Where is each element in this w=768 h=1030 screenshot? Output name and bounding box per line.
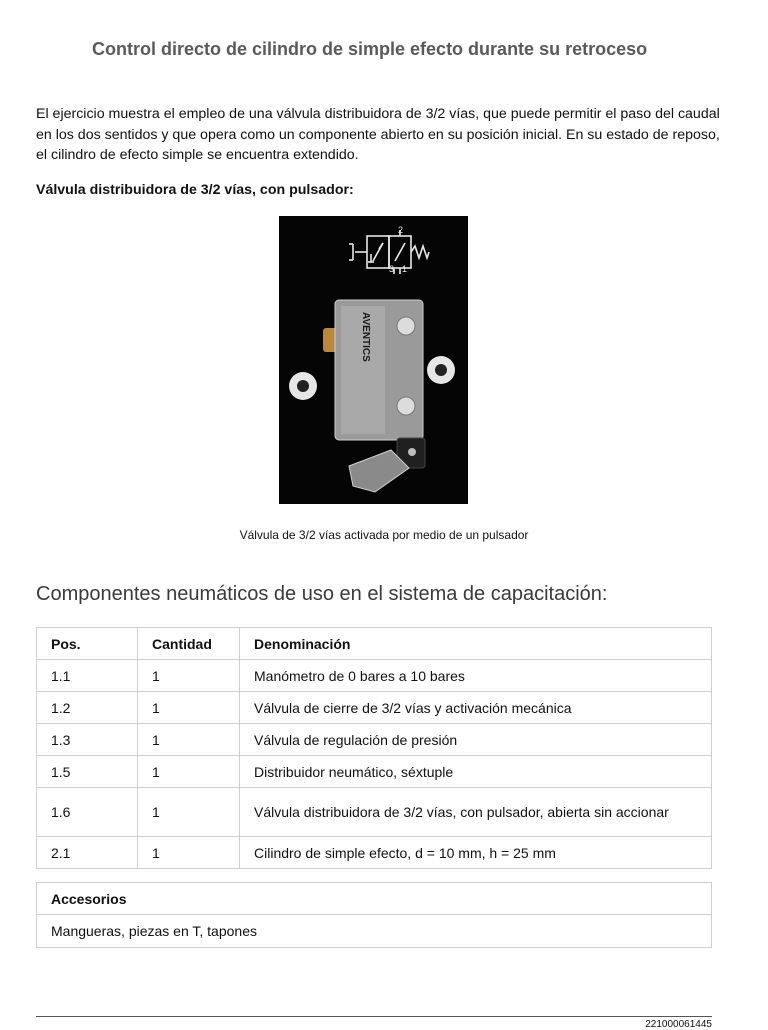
table-row [37,660,712,692]
table-row [37,756,712,788]
cell-pos: 1.6 [37,788,138,837]
footer-divider [36,1016,712,1017]
cell-qty: 1 [138,756,240,788]
section-heading: Componentes neumáticos de uso en el sistema de capacitación: [36,583,608,605]
table-row [37,692,712,724]
header-pos: Pos. [37,628,138,660]
valve-illustration [279,216,468,504]
accessories-header-row [37,883,712,915]
valve-heading: Válvula distribuidora de 3/2 vías, con pulsador: [36,182,354,198]
accessories-row [37,915,712,948]
brand-label: AVENTICS [360,312,371,362]
table-row [37,724,712,756]
cell-qty: 1 [138,788,240,837]
cell-qty: 1 [138,724,240,756]
valve-photo [279,216,468,504]
screw-bottom [397,397,415,415]
cell-pos: 1.2 [37,692,138,724]
accessories-text: Mangueras, piezas en T, tapones [37,915,712,948]
port-label-2: 2 [398,225,404,235]
cell-name: Válvula distribuidora de 3/2 vías, con pulsador, abierta sin accionar [240,788,712,837]
cell-name: Válvula de regulación de presión [240,724,712,756]
table-row [37,837,712,869]
table-row [37,788,712,837]
cell-pos: 1.5 [37,756,138,788]
header-qty: Cantidad [138,628,240,660]
table-header-row [37,628,712,660]
photo-caption: Válvula de 3/2 vías activada por medio de un pulsador [239,528,529,542]
cell-pos: 1.3 [37,724,138,756]
cell-qty: 1 [138,660,240,692]
cell-name: Manómetro de 0 bares a 10 bares [240,660,712,692]
cell-pos: 1.1 [37,660,138,692]
intro-paragraph: El ejercicio muestra el empleo de una válvula distribuidora de 3/2 vías, que puede permitir el paso del caudal en los dos sentidos y que opera como un componente abierto en su posición inicial. En su estado de reposo, el cilindro de efecto simple se encuentra extendido. [36,106,720,163]
page-title: Control directo de cilindro de simple efecto durante su retroceso [92,39,648,59]
port-label-1: 1 [402,264,408,274]
footer-document-id: 221000061445 [645,1019,712,1030]
port-label-3: 3 [389,264,395,274]
header-name: Denominación [240,628,712,660]
cell-qty: 1 [138,837,240,869]
cell-name: Cilindro de simple efecto, d = 10 mm, h = 25 mm [240,837,712,869]
cell-qty: 1 [138,692,240,724]
accessories-header: Accesorios [37,883,712,915]
screw-top [397,317,415,335]
cell-name: Válvula de cierre de 3/2 vías y activación mecánica [240,692,712,724]
components-table [36,627,712,869]
accessories-table [36,882,712,948]
cell-pos: 2.1 [37,837,138,869]
cell-name: Distribuidor neumático, séxtuple [240,756,712,788]
